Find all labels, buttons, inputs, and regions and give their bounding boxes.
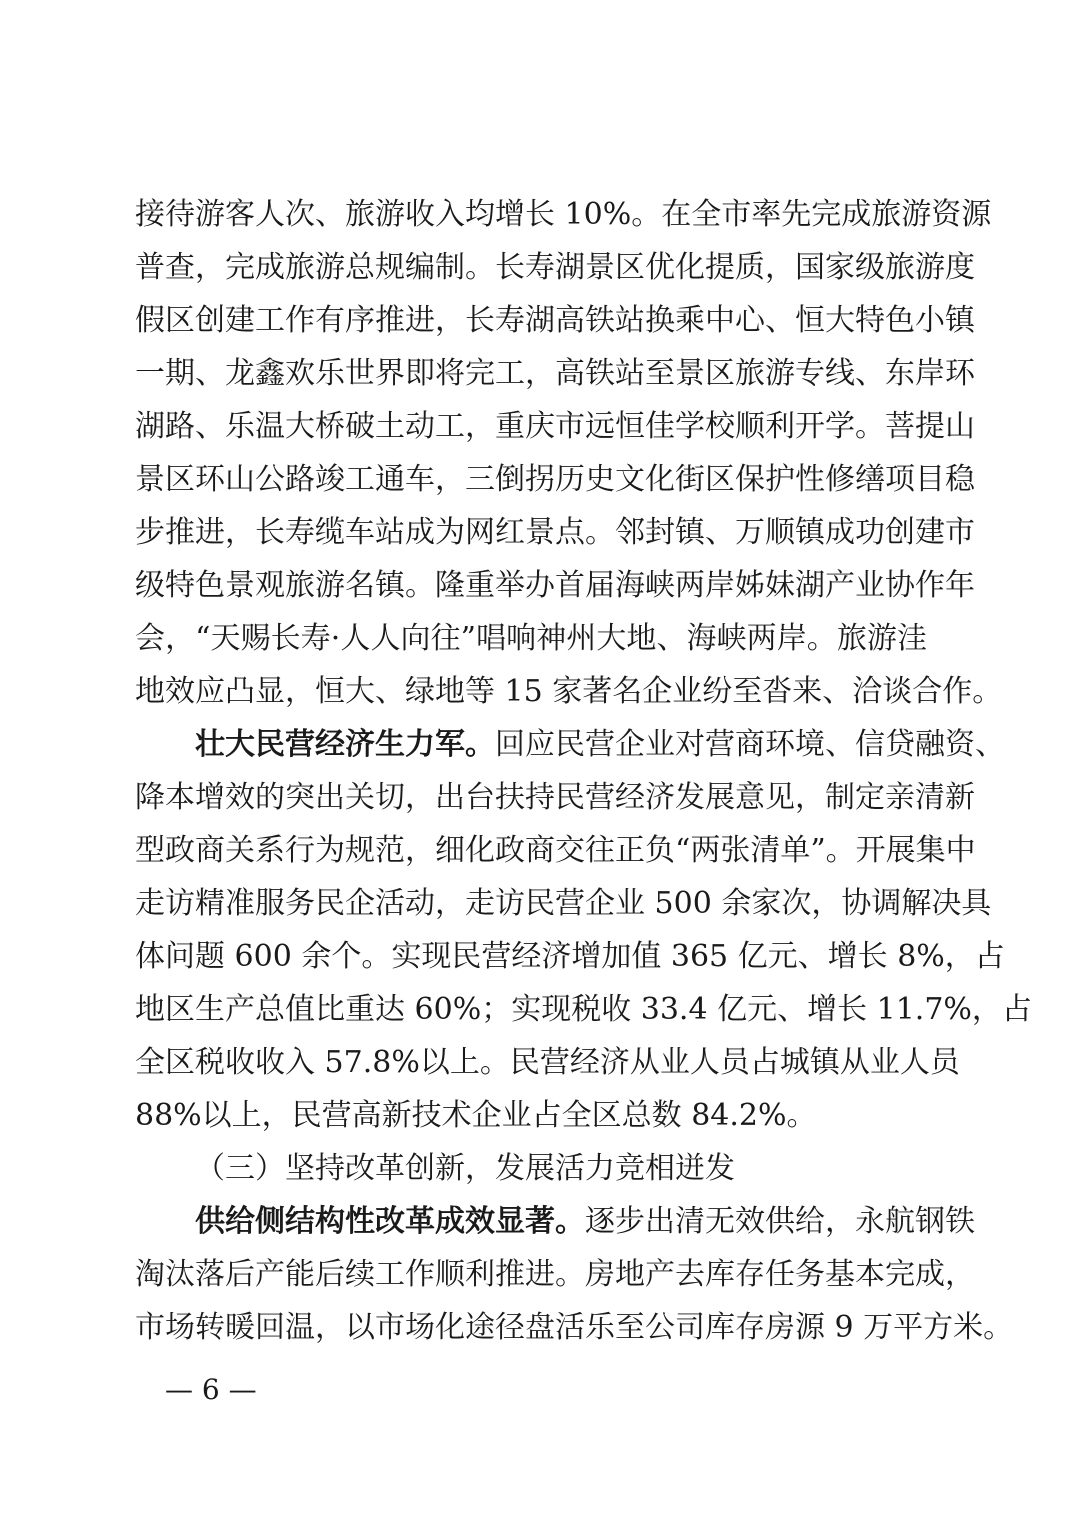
paragraph-lead-in: 供给侧结构性改革成效显著。 bbox=[195, 1204, 585, 1239]
body-line: 地效应凸显，恒大、绿地等 15 家著名企业纷至沓来、洽谈合作。 bbox=[135, 674, 1003, 709]
section-heading: （三）坚持改革创新，发展活力竞相迸发 bbox=[195, 1151, 735, 1186]
body-line: 步推进，长寿缆车站成为网红景点。邻封镇、万顺镇成功创建市 bbox=[135, 515, 975, 550]
paragraph-text: 逐步出清无效供给，永航钢铁 bbox=[585, 1204, 975, 1239]
body-line: 全区税收收入 57.8%以上。民营经济从业人员占城镇从业人员 bbox=[135, 1045, 960, 1080]
body-line: 淘汰落后产能后续工作顺利推进。房地产去库存任务基本完成， bbox=[135, 1257, 975, 1292]
body-line: 地区生产总值比重达 60%；实现税收 33.4 亿元、增长 11.7%，占 bbox=[135, 992, 1032, 1027]
body-line: 降本增效的突出关切，出台扶持民营经济发展意见，制定亲清新 bbox=[135, 780, 975, 815]
body-line: 88%以上，民营高新技术企业占全区总数 84.2%。 bbox=[135, 1098, 817, 1133]
paragraph-text: 回应民营企业对营商环境、信贷融资、 bbox=[495, 727, 1005, 762]
paragraph-first-line bbox=[195, 720, 1005, 770]
body-line: 接待游客人次、旅游收入均增长 10%。在全市率先完成旅游资源 bbox=[135, 197, 992, 232]
body-line: 级特色景观旅游名镇。隆重举办首届海峡两岸姊妹湖产业协作年 bbox=[135, 568, 975, 603]
body-line: 市场转暖回温，以市场化途径盘活乐至公司库存房源 9 万平方米。 bbox=[135, 1310, 1014, 1345]
page-number: — 6 — bbox=[165, 1373, 257, 1406]
body-line: 假区创建工作有序推进，长寿湖高铁站换乘中心、恒大特色小镇 bbox=[135, 303, 975, 338]
body-line: 走访精准服务民企活动，走访民营企业 500 余家次，协调解决具 bbox=[135, 886, 992, 921]
body-line: 体问题 600 余个。实现民营经济增加值 365 亿元、增长 8%，占 bbox=[135, 939, 1005, 974]
body-line: 湖路、乐温大桥破土动工，重庆市远恒佳学校顺利开学。菩提山 bbox=[135, 409, 975, 444]
body-line: 会，“天赐长寿·人人向往”唱响神州大地、海峡两岸。旅游洼 bbox=[135, 621, 927, 656]
paragraph-lead-in: 壮大民营经济生力军。 bbox=[195, 727, 495, 762]
body-line: 一期、龙鑫欢乐世界即将完工，高铁站至景区旅游专线、东岸环 bbox=[135, 356, 975, 391]
body-line: 景区环山公路竣工通车，三倒拐历史文化街区保护性修缮项目稳 bbox=[135, 462, 975, 497]
body-line: 普查，完成旅游总规编制。长寿湖景区优化提质，国家级旅游度 bbox=[135, 250, 975, 285]
body-line: 型政商关系行为规范，细化政商交往正负“两张清单”。开展集中 bbox=[135, 833, 976, 868]
paragraph-first-line bbox=[195, 1197, 975, 1247]
